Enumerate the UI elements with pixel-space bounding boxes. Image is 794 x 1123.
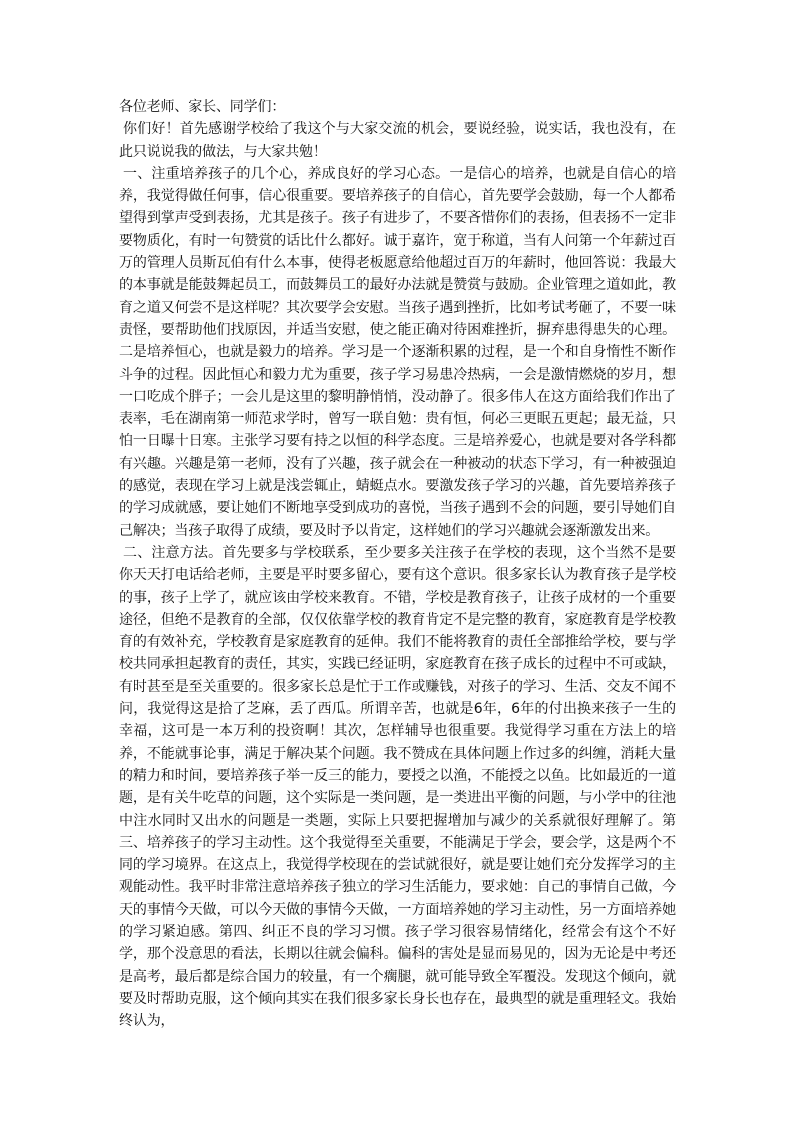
paragraph-section-two: 二、注意方法。首先要多与学校联系，至少要多关注孩子在学校的表现，这个当然不是要你天天打电话给老师，主要是平时要多留心，要有这个意识。很多家长认为教育孩子是学校的事，孩子上学了，就应该由学校来教育。不错，学校是教育孩子，让孩子成材的一个重要途径，但绝不是教育的全部，仅仅依靠学校的教育肯定不是完整的教育，家庭教育是学校教育的有效补充，学校教育是家庭教育的延伸。我们不能将教育的责任全部推给学校，要与学校共同承担起教育的责任，其实，实践已经证明，家庭教育在孩子成长的过程中不可或缺，有时甚至是至关重要的。很多家长总是忙于工作或赚钱，对孩子的学习、生活、交友不闻不问，我觉得这是拾了芝麻，丢了西瓜。所谓辛苦，也就是6年，6年的付出换来孩子一生的幸福，这可是一本万利的投资啊！其次，怎样辅导也很重要。我觉得学习重在方法上的培养，不能就事论事，满足于解决某个问题。我不赞成在具体问题上作过多的纠缠，消耗大量的精力和时间，要培养孩子举一反三的能力，要授之以渔，不能授之以鱼。比如最近的一道题，是有关牛吃草的问题，这个实际是一类问题，是一类进出平衡的问题，与小学中的往池中注水同时又出水的问题是一类题，实际上只要把握增加与减少的关系就很好理解了。第三、培养孩子的学习主动性。这个我觉得至关重要，不能满足于学会，要会学，这是两个不同的学习境界。在这点上，我觉得学校现在的尝试就很好，就是要让她们充分发挥学习的主观能动性。我平时非常注意培养孩子独立的学习生活能力，要求她：自己的事情自己做，今天的事情今天做，可以今天做的事情今天做，一方面培养她的学习主动性，另一方面培养她的学习紧迫感。第四、纠正不良的学习习惯。孩子学习很容易情绪化，经常会有这个不好学，那个没意思的看法，长期以往就会偏科。偏科的害处是显而易见的，因为无论是中考还是高考，最后都是综合国力的较量，有一个瘸腿，就可能导致全军覆没。发现这个倾向，就要及时帮助克服，这个倾向其实在我们很多家长身长也存在，最典型的就是重理轻文。我始终认为， bbox=[119, 544, 676, 1030]
paragraph-section-one: 一、注重培养孩子的几个心，养成良好的学习心态。一是信心的培养，也就是自信心的培养，我觉得做任何事，信心很重要。要培养孩子的自信心，首先要学会鼓励，每一个人都希望得到掌声受到表扬，尤其是孩子。孩子有进步了，不要吝惜你们的表扬，但表扬不一定非要物质化，有时一句赞赏的话比什么都好。诚于嘉许，宽于称道，当有人问第一个年薪过百万的管理人员斯瓦伯有什么本事，使得老板愿意给他超过百万的年薪时，他回答说：我最大的本事就是能鼓舞起员工，而鼓舞员工的最好办法就是赞赏与鼓励。企业管理之道如此，教育之道又何尝不是这样呢？其次要学会安慰。当孩子遇到挫折，比如考试考砸了，不要一味责怪，要帮助他们找原因，并适当安慰，使之能正确对待困难挫折，摒弃患得患失的心理。二是培养恒心，也就是毅力的培养。学习是一个逐渐积累的过程，是一个和自身惰性不断作斗争的过程。因此恒心和毅力尤为重要，孩子学习易患冷热病，一会是激情燃烧的岁月，想一口吃成个胖子；一会儿是这里的黎明静悄悄，没动静了。很多伟人在这方面给我们作出了表率，毛在湖南第一师范求学时，曾写一联自勉：贵有恒，何必三更眠五更起；最无益，只怕一日曝十日寒。主张学习要有持之以恒的科学态度。三是培养爱心，也就是要对各学科都有兴趣。兴趣是第一老师，没有了兴趣，孩子就会在一种被动的状态下学习，有一种被强迫的感觉，表现在学习上就是浅尝辄止，蜻蜓点水。要激发孩子学习的兴趣，首先要培养孩子的学习成就感，要让她们不断地享受到成功的喜悦，当孩子遇到不会的问题，要引导她们自己解决；当孩子取得了成绩，要及时予以肯定，这样她们的学习兴趣就会逐渐激发出来。 bbox=[119, 165, 676, 539]
document-body bbox=[119, 96, 676, 1032]
salutation: 各位老师、家长、同学们： bbox=[119, 99, 286, 115]
paragraph-greeting: 你们好！首先感谢学校给了我这个与大家交流的机会，要说经验，说实话，我也没有，在此只说说我的做法，与大家共勉！ bbox=[119, 121, 676, 160]
